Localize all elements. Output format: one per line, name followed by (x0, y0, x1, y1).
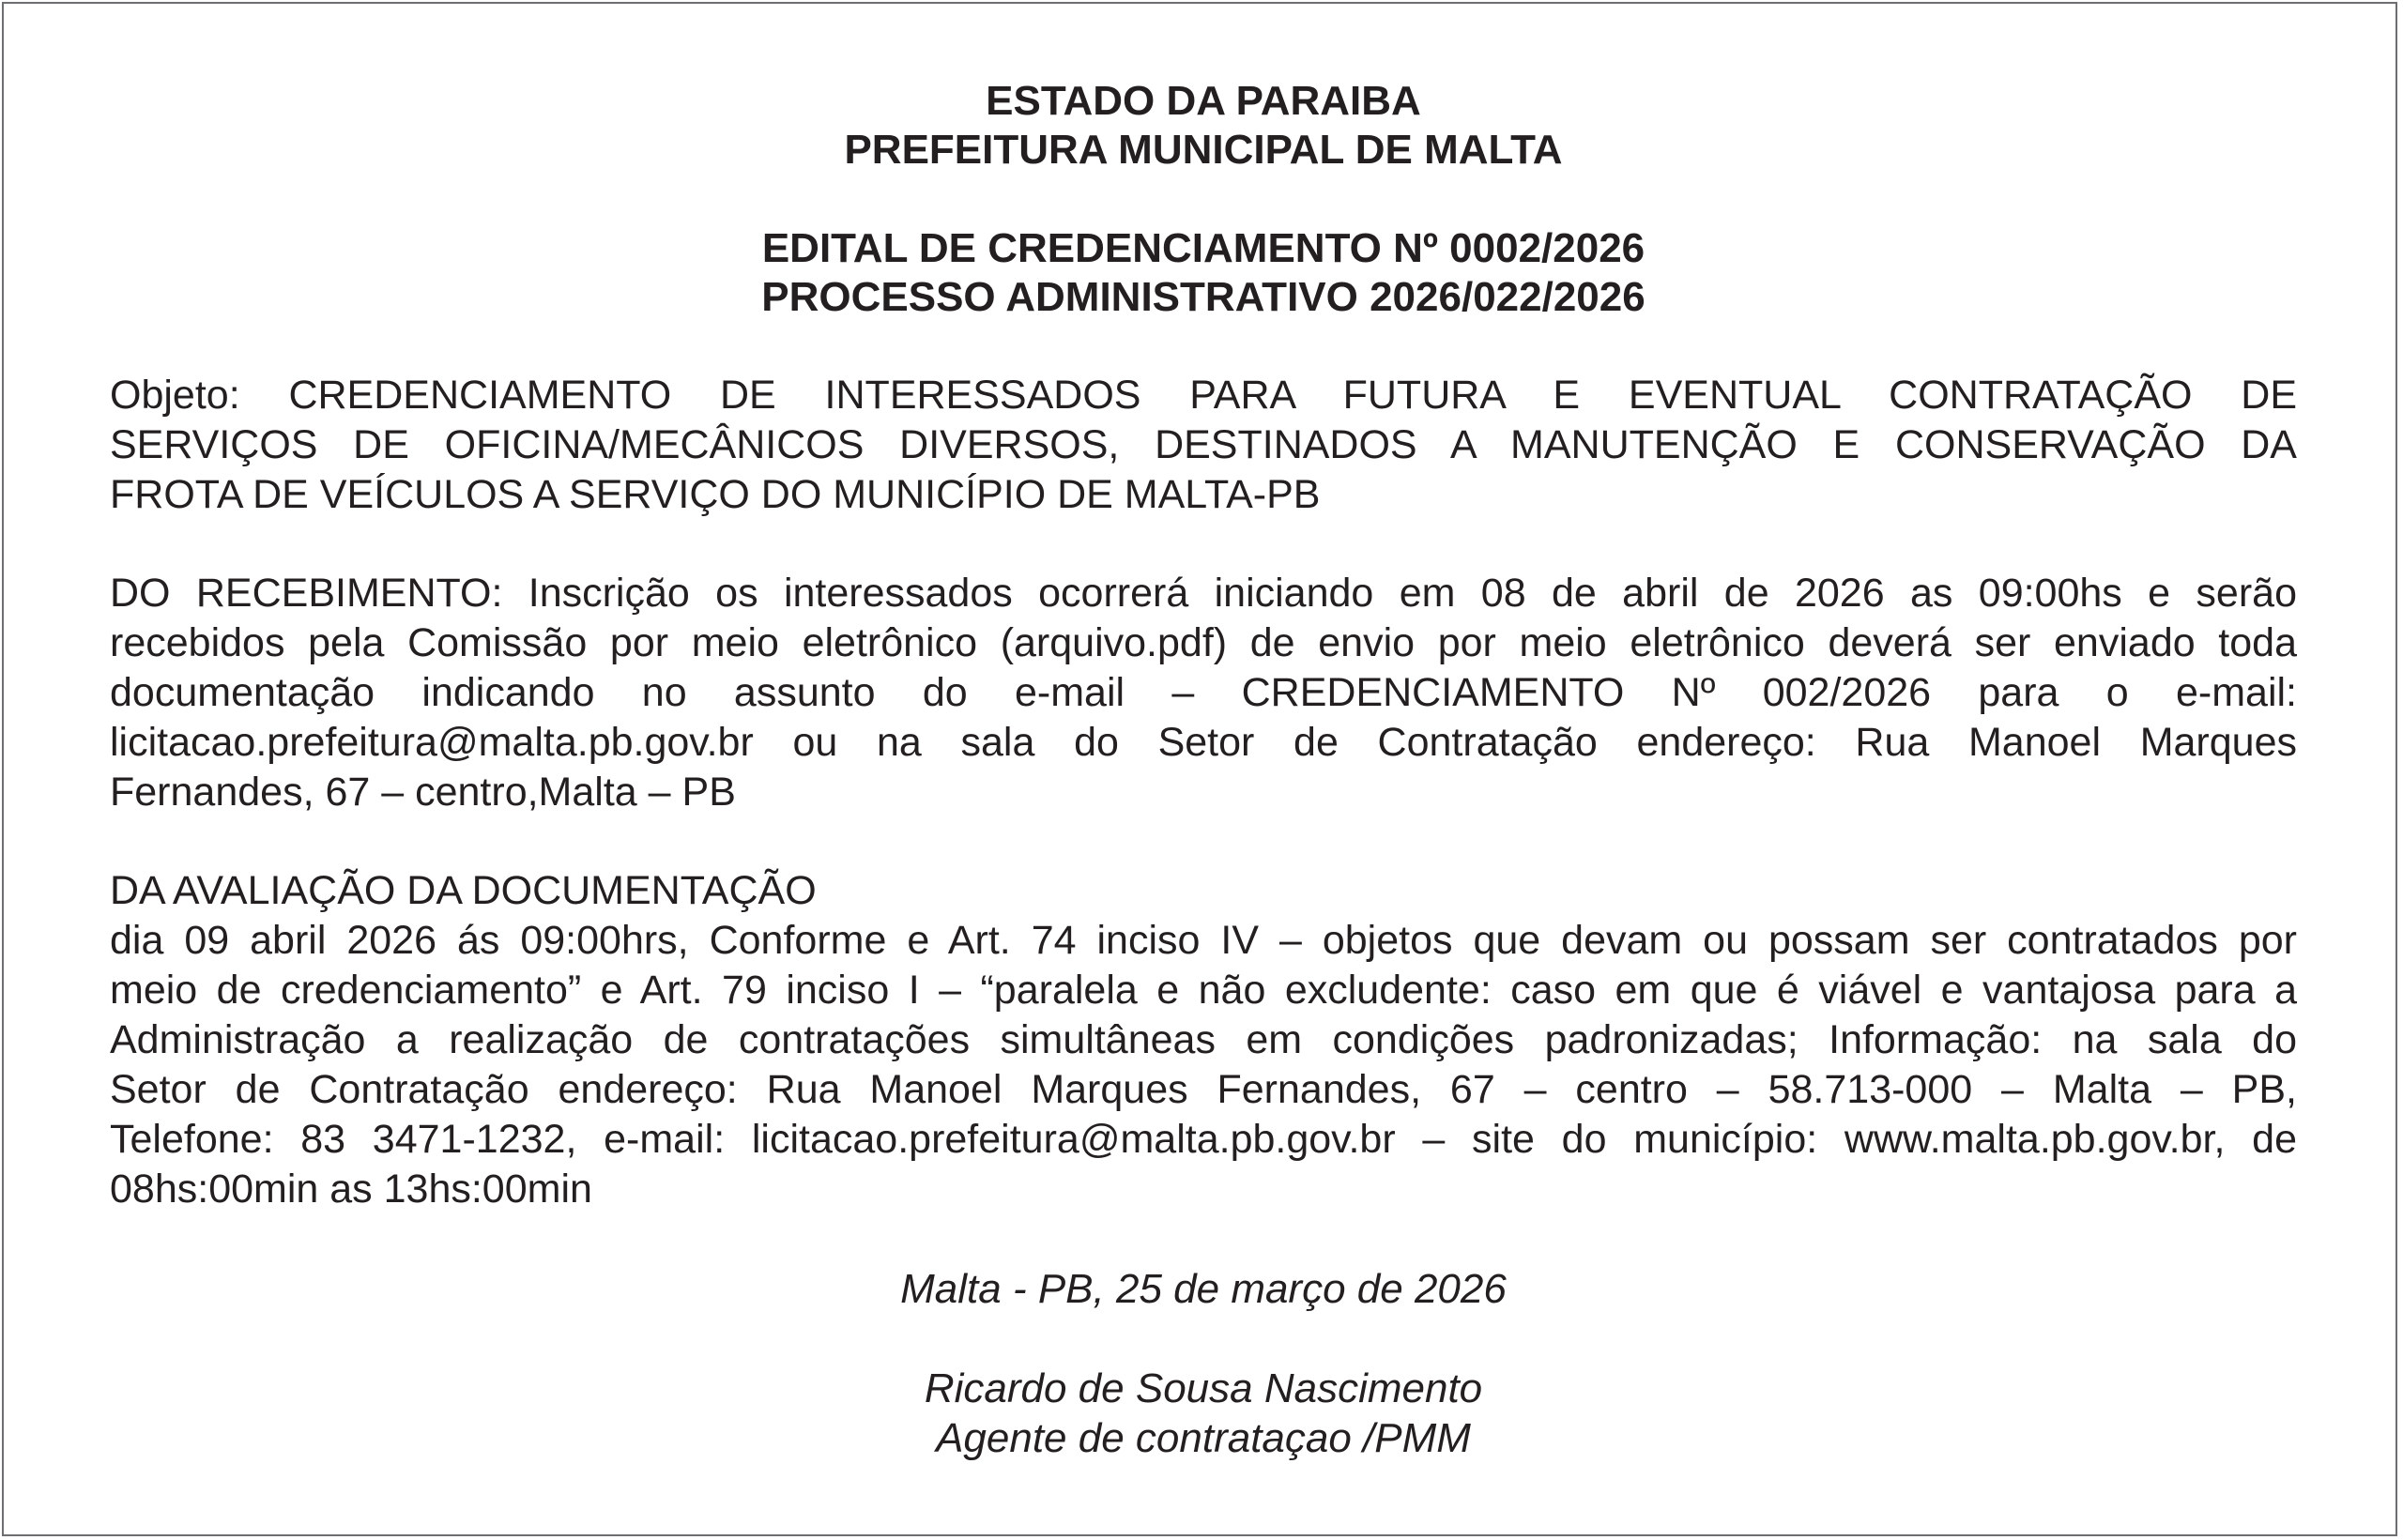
avaliacao-line: Administração a realização de contratações simultâneas em condições padronizadas; Informação: na sala do (110, 1017, 2297, 1062)
recebimento-line: documentação indicando no assunto do e-mail – CREDENCIAMENTO Nº 002/2026 para o e-mail: (110, 670, 2297, 715)
objeto-paragraph (110, 371, 2297, 520)
avaliacao-line: Setor de Contratação endereço: Rua Manoel Marques Fernandes, 67 – centro – 58.713-000 – Malta – PB, (110, 1067, 2297, 1112)
recebimento-paragraph (110, 569, 2297, 817)
notice-document (110, 77, 2297, 1463)
avaliacao-line: Telefone: 83 3471-1232, e-mail: licitacao.prefeitura@malta.pb.gov.br – site do município: www.malta.pb.gov.br, de (110, 1117, 2297, 1162)
recebimento-line: licitacao.prefeitura@malta.pb.gov.br ou na sala do Setor de Contratação endereço: Rua Manoel Marques (110, 720, 2297, 765)
signatory-role: Agente de contrataçao /PMM (936, 1415, 1471, 1461)
recebimento-line: Fernandes, 67 – centro,Malta – PB (110, 770, 736, 815)
objeto-line: Objeto: CREDENCIAMENTO DE INTERESSADOS PARA FUTURA E EVENTUAL CONTRATAÇÃO DE (110, 373, 2297, 418)
avaliacao-paragraph (110, 866, 2297, 1214)
notice-header (110, 77, 2297, 322)
avaliacao-line: 08hs:00min as 13hs:00min (110, 1166, 592, 1212)
objeto-line: SERVIÇOS DE OFICINA/MECÂNICOS DIVERSOS, DESTINADOS A MANUTENÇÃO E CONSERVAÇÃO DA (110, 422, 2297, 467)
avaliacao-line: meio de credenciamento” e Art. 79 inciso I – “paralela e não excludente: caso em que é viável e vantajosa para a (110, 968, 2297, 1013)
municipality-name: PREFEITURA MUNICIPAL DE MALTA (844, 127, 1563, 173)
closing-block (110, 1264, 2297, 1463)
place-date: Malta - PB, 25 de março de 2026 (900, 1266, 1507, 1312)
avaliacao-heading: DA AVALIAÇÃO DA DOCUMENTAÇÃO (110, 868, 817, 913)
notice-title: EDITAL DE CREDENCIAMENTO Nº 0002/2026 (761, 225, 1645, 271)
recebimento-line: recebidos pela Comissão por meio eletrônico (arquivo.pdf) de envio por meio eletrônico deverá ser enviado toda (110, 620, 2297, 665)
process-number: PROCESSO ADMINISTRATIVO 2026/022/2026 (761, 274, 1645, 320)
signatory-name: Ricardo de Sousa Nascimento (924, 1365, 1483, 1411)
objeto-line: FROTA DE VEÍCULOS A SERVIÇO DO MUNICÍPIO DE MALTA-PB (110, 472, 1321, 517)
avaliacao-line: dia 09 abril 2026 ás 09:00hrs, Conforme e Art. 74 inciso IV – objetos que devam ou possam ser contratados por (110, 918, 2297, 963)
recebimento-line: DO RECEBIMENTO: Inscrição os interessados ocorrerá iniciando em 08 de abril de 2026 as 09:00hs e serão (110, 571, 2297, 616)
state-name: ESTADO DA PARAIBA (986, 78, 1421, 124)
